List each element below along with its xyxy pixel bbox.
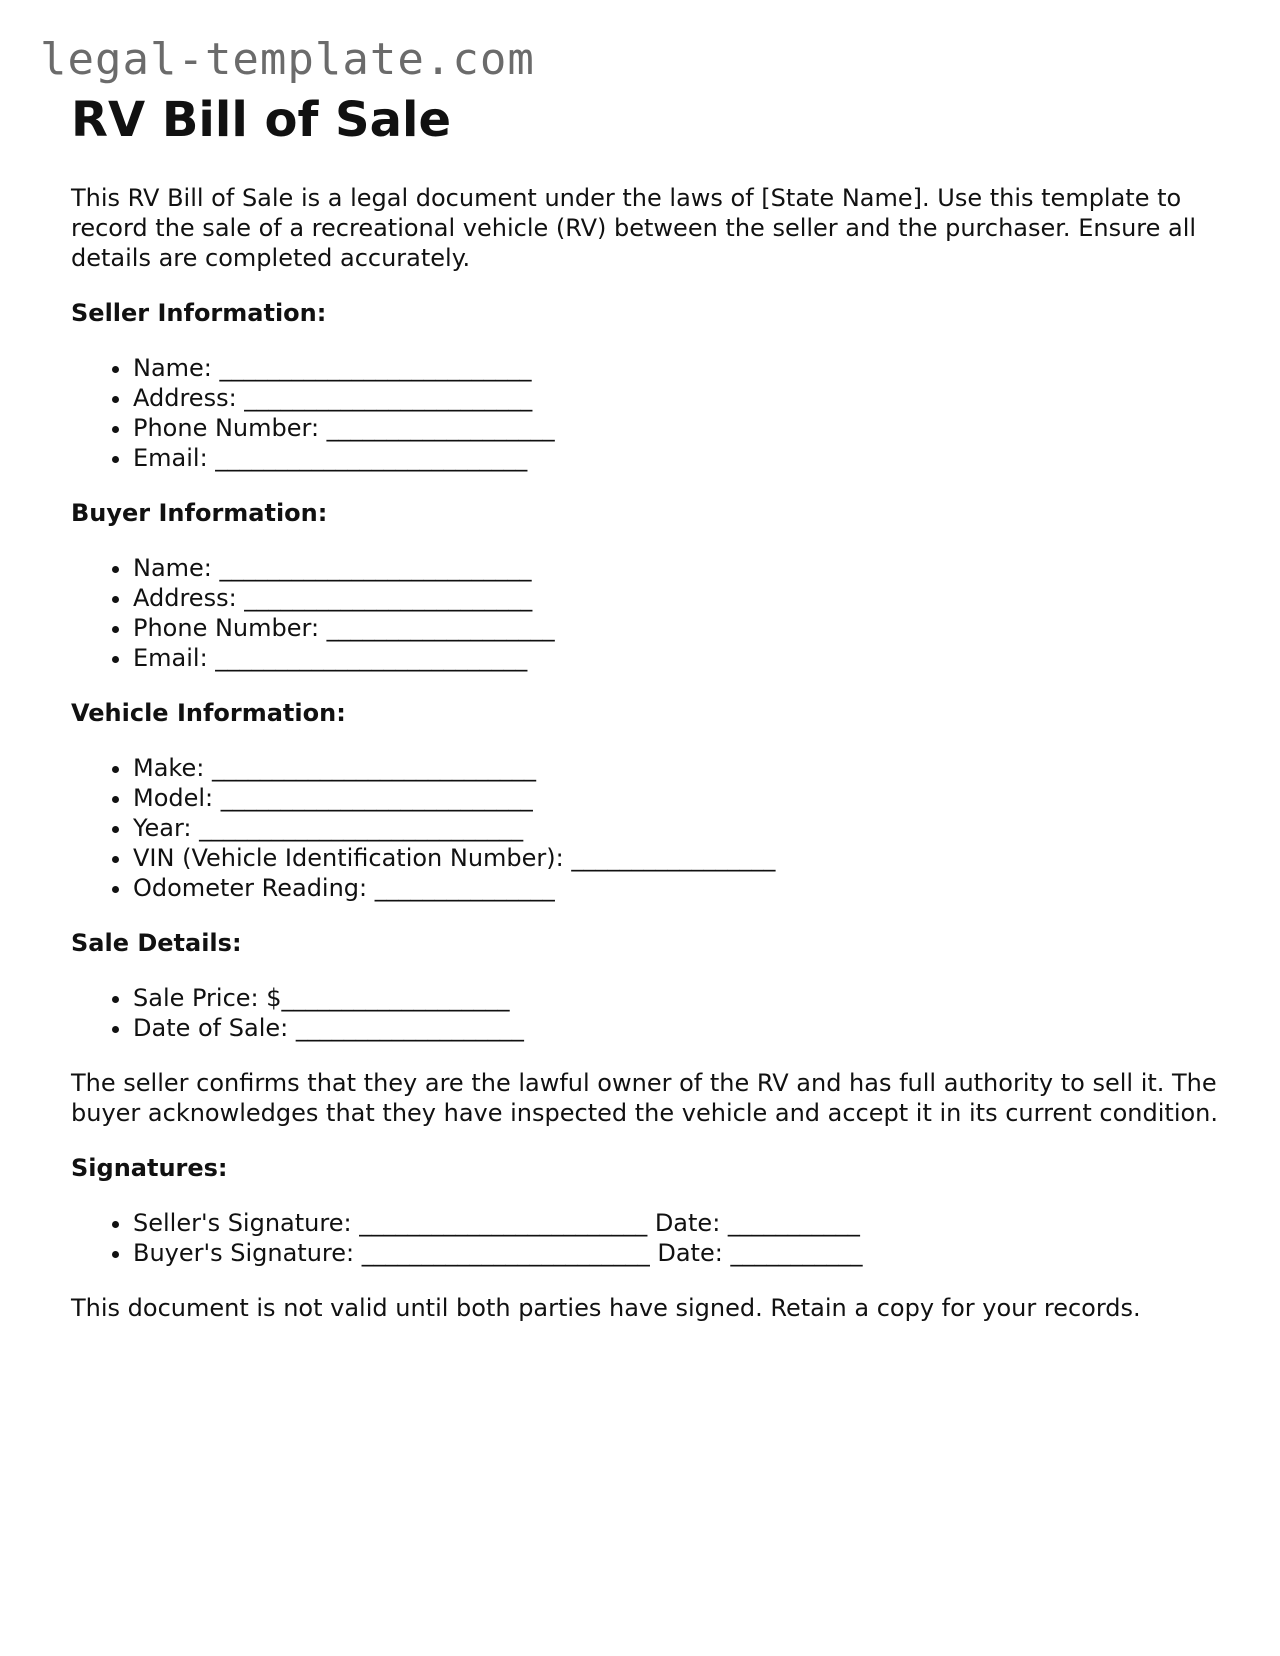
seller-heading: Seller Information: bbox=[71, 299, 327, 327]
confirmation-paragraph: The seller confirms that they are the lawful owner of the RV and has full authority to sell it. The buyer acknowledges that they have inspected the vehicle and accept it in its current condition. bbox=[71, 1069, 1219, 1127]
buyer-heading: Buyer Information: bbox=[71, 499, 328, 527]
vehicle-field-list bbox=[71, 753, 1221, 903]
vehicle-model-field: • Model: __________________________ bbox=[133, 783, 1221, 813]
seller-phone-field: • Phone Number: ___________________ bbox=[133, 413, 1221, 443]
closing-paragraph: This document is not valid until both parties have signed. Retain a copy for your records. bbox=[71, 1294, 1141, 1322]
seller-email-field: • Email: __________________________ bbox=[133, 443, 1221, 473]
sale-field-list bbox=[71, 983, 1221, 1043]
vehicle-heading: Vehicle Information: bbox=[71, 699, 346, 727]
buyer-email-field: • Email: __________________________ bbox=[133, 643, 1221, 673]
buyer-field-list bbox=[71, 553, 1221, 673]
signature-field-list bbox=[71, 1208, 1221, 1268]
page-title: RV Bill of Sale bbox=[71, 92, 452, 148]
sale-heading: Sale Details: bbox=[71, 929, 242, 957]
signatures-heading: Signatures: bbox=[71, 1154, 228, 1182]
buyer-phone-field: • Phone Number: ___________________ bbox=[133, 613, 1221, 643]
sale-price-field: • Sale Price: $___________________ bbox=[133, 983, 1221, 1013]
seller-address-field: • Address: ________________________ bbox=[133, 383, 1221, 413]
vehicle-make-field: • Make: ___________________________ bbox=[133, 753, 1221, 783]
sale-date-field: • Date of Sale: ___________________ bbox=[133, 1013, 1221, 1043]
vehicle-year-field: • Year: ___________________________ bbox=[133, 813, 1221, 843]
vehicle-vin-field: • VIN (Vehicle Identification Number): _________________ bbox=[133, 843, 1221, 873]
seller-name-field: • Name: __________________________ bbox=[133, 353, 1221, 383]
site-watermark: legal-template.com bbox=[40, 34, 535, 85]
seller-field-list bbox=[71, 353, 1221, 473]
vehicle-odometer-field: • Odometer Reading: _______________ bbox=[133, 873, 1221, 903]
document-body bbox=[71, 90, 1221, 1323]
intro-paragraph: This RV Bill of Sale is a legal document under the laws of [State Name]. Use this template to record the sale of a recreational vehicle (RV) between the seller and the purchaser. Ensure all details are completed accurately. bbox=[71, 184, 1197, 272]
buyer-address-field: • Address: ________________________ bbox=[133, 583, 1221, 613]
seller-signature-field: • Seller's Signature: ________________________ Date: ___________ bbox=[133, 1208, 1221, 1238]
buyer-signature-field: • Buyer's Signature: ________________________ Date: ___________ bbox=[133, 1238, 1221, 1268]
buyer-name-field: • Name: __________________________ bbox=[133, 553, 1221, 583]
